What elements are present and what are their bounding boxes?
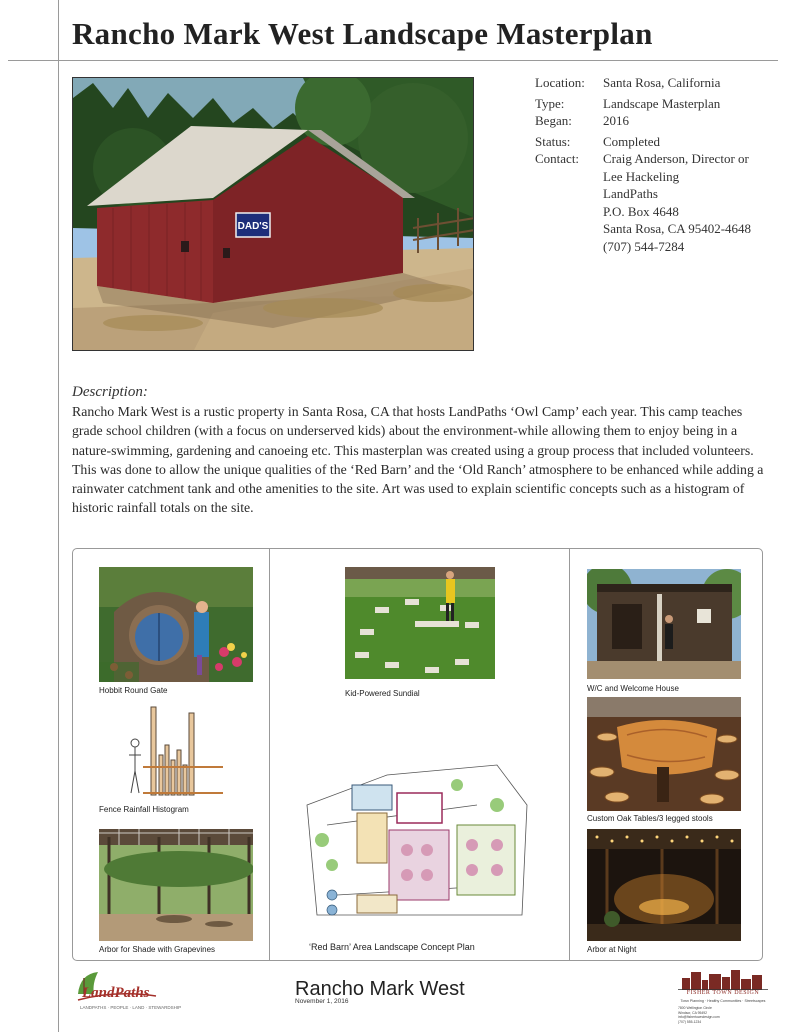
- contact-line: Santa Rosa, CA 95402-4648: [603, 221, 752, 236]
- gallery-divider: [569, 549, 570, 960]
- caption-arbor: Arbor for Shade with Grapevines: [99, 945, 216, 954]
- contact-label: Contact:: [535, 151, 580, 166]
- footer-date: November 1, 2016: [295, 998, 349, 1005]
- began-label: Began:: [535, 113, 572, 128]
- began-value: 2016: [603, 113, 629, 128]
- contact-line: P.O. Box 4648: [603, 203, 679, 219]
- contact-value: [603, 150, 785, 255]
- contact-line: LandPaths: [603, 186, 658, 201]
- firm-services: Town Planning · Healthy Communities · Streetscapes: [680, 999, 766, 1003]
- photo-kid-sundial: [345, 567, 495, 679]
- footer-title: Rancho Mark West: [295, 978, 465, 1000]
- caption-hobbit-gate: Hobbit Round Gate: [99, 686, 168, 695]
- type-value: Landscape Masterplan: [603, 95, 721, 111]
- caption-concept-plan: ‘Red Barn’ Area Landscape Concept Plan: [309, 942, 475, 952]
- status-label: Status:: [535, 133, 571, 149]
- photo-arbor-night: [587, 829, 741, 941]
- photo-hobbit-gate: [99, 567, 253, 682]
- project-info: [535, 74, 785, 255]
- description-label: Description:: [72, 384, 148, 400]
- landpaths-wordmark: LandPaths: [82, 985, 150, 1001]
- description-text: Rancho Mark West is a rustic property in Santa Rosa, CA that hosts LandPaths ‘Owl Camp’ each year. This camp teaches grade school children (with a focus on underserved kids) about the environment-while allowing them to enjoy being in a nature-swimming, gardening and canoeing etc. This masterplan was created using a group process that included volunteers. This was done to allow the unique qualities of the ‘Red Barn’ and the ‘Old Ranch’ atmosphere to be enhanced while adding a rainwater catchment tank and othe amenities to the site. Art was used to explain scientific concepts such as a histogram of historic rainfall totals on the site.: [72, 404, 764, 516]
- photo-arbor-grapevines: [99, 829, 253, 941]
- firm-address-line: info@fishertowndesign.com: [678, 1015, 720, 1019]
- firm-name: FISHER TOWN DESIGN: [686, 990, 760, 996]
- firm-address-line: (707) 555-1234: [678, 1019, 702, 1024]
- photo-wc-welcome-house: [587, 569, 741, 679]
- barn-sign-text: DAD'S: [237, 221, 269, 232]
- caption-sundial: Kid-Powered Sundial: [345, 689, 420, 698]
- status-value: Completed: [603, 133, 661, 149]
- caption-wc-welcome: W/C and Welcome House: [587, 684, 679, 693]
- photo-gallery: [72, 548, 763, 961]
- location-label: Location:: [535, 75, 585, 90]
- type-label: Type:: [535, 95, 565, 111]
- sketch-fence-histogram: [123, 705, 233, 801]
- contact-line: Lee Hackeling: [603, 168, 680, 184]
- header-rule: [8, 60, 778, 61]
- main-photo-red-barn: [72, 77, 474, 351]
- caption-fence-histogram: Fence Rainfall Histogram: [99, 805, 189, 814]
- landpaths-tagline: LANDPATHS · PEOPLE · LAND · STEWARDSHIP: [80, 1005, 182, 1010]
- caption-arbor-night: Arbor at Night: [587, 945, 637, 954]
- page-title: Rancho Mark West Landscape Masterplan: [72, 16, 653, 51]
- gallery-divider: [269, 549, 270, 960]
- firm-address-line: 7800 Wellington Circle: [678, 1006, 712, 1010]
- photo-oak-tables: [587, 697, 741, 811]
- location-value: Santa Rosa, California: [603, 75, 721, 90]
- concept-plan-drawing: [297, 745, 533, 925]
- firm-address-line: Windsor, CA 95492: [678, 1010, 708, 1015]
- contact-line: Craig Anderson, Director or: [603, 151, 749, 166]
- firm-address: [678, 1006, 772, 1024]
- left-rule: [58, 0, 59, 1032]
- contact-line: (707) 544-7284: [603, 238, 685, 254]
- caption-oak-tables: Custom Oak Tables/3 legged stools: [587, 814, 713, 823]
